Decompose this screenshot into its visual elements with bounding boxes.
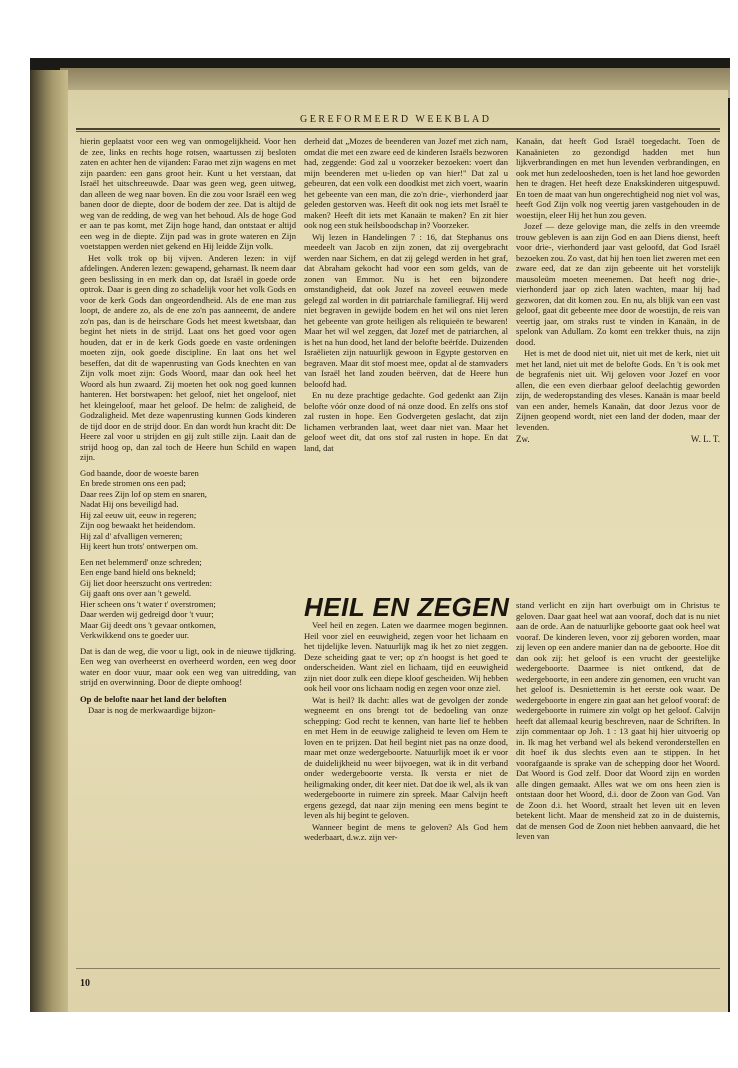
section-subheading: Op de belofte naar het land der beloften <box>80 693 227 704</box>
verse-line: Hij keert hun trots' ontwerpen om. <box>80 541 199 551</box>
verse-line: Maar Gij deedt ons 't gevaar ontkomen, <box>80 619 216 630</box>
verse-line: En brede stromen ons een pad; <box>80 478 186 488</box>
psalm-stanza-1 <box>80 468 296 552</box>
paragraph: En nu deze prachtige gedachte. God gedenkt aan Zijn belofte vóór onze dood of ná onze dood. En zelfs ons stof zal rusten in hope. Een Godvergeten geslacht, dat zijn lichamen verbranden laat, weet daar niet van. Maar het geloof weet dit, dat ons stof zal rusten in hope. En dat land, dat <box>304 390 508 453</box>
signoff-place: Zw. <box>516 434 530 444</box>
paragraph: Wat is heil? Ik dacht: alles wat de gevolgen der zonde wegneemt en ons brengt tot de bedoeling van onze schepping: God recht te kennen, van harte lief te hebben en met Hem in de eeuwige zaligheid te leven om Hem te loven en te prijzen. Dat heil begint niet pas na onze dood, maar met onze wedergeboorte. Natuurlijk moet ik er voor de duidelijkheid nu weer bijvoegen, wat ik in dit verband onder wedergeboorte versta. Ik versta er niet de heiligmaking onder, dit keer niet. Dat doe ik wel, als ik van wedergeboorte in ruimere zin spreek. Maar Calvijn heeft ergens gezegd, dat naar zijn mening een mens begint te leven als hij begint te geloven. <box>304 694 508 820</box>
paragraph: stand verlicht en zijn hart overbuigt om in Christus te geloven. Daar gaat heel wat aan vooraf, doch dat is nu niet aan de orde. Aan de natuurlijke geboorte gaat ook heel wat vooraf. De kinderen leven, voor zij geboren worden, maar zij leven op een andere manier dan na de geboorte. Hoe dit dan ook zij: het geloof is een vrucht der geestelijke wedergeboorte. Daarmee is niet ontkend, dat de wedergeboorte, in een andere zin genomen, een vrucht van het geloof is. Desniettemin is het eerste ook waar. De wedergeboorte in engere zin gaat aan het geloof vooraf: de wedergeboorte in ruimere zin volgt op het geloof. Calvijn heeft dat allemaal keurig beschreven, naar de Schriften. In zijn commentaar op Joh. 1 : 13 gaat hij hier uitvoerig op in. Ik mag het verband wel als bekend veronderstellen en dit hoef ik dus slechts even aan te stippen. In het voorafgaande is sprake van de schepping door het Woord. Dat Woord is God zelf. Door dat Woord zijn en worden alle dingen gemaakt. Alles wat we om ons heen zien is ontstaan door het Woord, d.i. door de Zoon van God. Van de Zoon d.i. het Woord, straalt het leven uit en leven betekent licht. Maar de mensheid zat zo in de duisternis, dat de mensen God de Zoon niet hebben aanvaard, die het leven van <box>516 600 720 841</box>
verse-line: Een enge band hield ons bekneld; <box>80 567 196 577</box>
column-right <box>516 136 720 584</box>
paragraph: Veel heil en zegen. Laten we daarmee mogen beginnen. Heil voor ziel en eeuwigheid, zegen voor het lichaam en het tijdelijke leven. Natuurlijk mag ik het zo niet zeggen. Deze scheiding gaat te ver; op z'n hoogst is het goed te onderscheiden. Want ziel en lichaam, tijd en eeuwigheid zijn niet door zulk een diepe kloof gescheiden. Wij hebben ook heil voor ons lichaam nodig en zegen voor onze ziel. <box>304 620 508 693</box>
column-middle <box>304 136 508 584</box>
header-rule <box>76 128 720 130</box>
article2-column-left <box>304 620 508 960</box>
scan-margin-bottom <box>0 1012 738 1068</box>
paragraph: Dat is dan de weg, die voor u ligt, ook in de nieuwe tijdkring. Een weg van overheerst en overheerd worden, een weg door water en door vuur, maar ook een weg van uitredding, van strijd en overwinning. Door de diepte omhoog! <box>80 645 296 687</box>
verse-line: Nadat Hij ons beveiligd had. <box>80 499 179 509</box>
verse-line: Gij liet door heerszucht ons vertreden: <box>80 577 212 588</box>
article-title: HEIL EN ZEGEN <box>304 592 510 622</box>
paragraph: derheid dat „Mozes de beenderen van Jozef met zich nam, omdat die met een zware eed de kinderen Israëls bezworen had, zeggende: God zal u voorzeker bezoeken: voert dan mijn beenderen met u-lieden op van hier!" Dat zal u gebeuren, dat een volk een doodkist met zich voert, waarin het gebeente van een man, die zo'n drie-, vierhonderd jaar geleden gestorven was. Heeft dit ook nog iets met Israël te maken? Heeft dit iets met Kanaän te maken? En zit hier ook nog een stuk heilsboodschap in? Voorzeker. <box>304 136 508 230</box>
verse-line: Hij zal eeuw uit, eeuw in regeren; <box>80 509 197 520</box>
paragraph: Het is met de dood niet uit, niet uit met de kerk, niet uit met het land, niet uit met de belofte Gods. En 't is ook met de begrafenis niet uit. Wij geloven voor Jozef en voor allen, die een even dierbaar geloof deelachtig geworden zijn, de wederopstanding des vleses. Kanaän is maar beeld van een ander, hemels Kanaän, dat door Jezus voor de Zijnen geopend wordt, niet een land der doden, maar der levenden. <box>516 348 720 432</box>
signoff-author: W. L. T. <box>690 434 720 444</box>
paragraph: Het volk trok op bij vijven. Anderen lezen: in vijf afdelingen. Anderen lezen: gewapend, geharnast. Ik neem daar geen beslissing in en merk dan op, dat Israël in goede orde optrok. Daar is geen ding zo schadelijk voor het volk Gods en voor de kerk Gods dan ongeordendheid. Als de ene man zus loopt, de andere zo, als de ene zo'n pas aanneemt, de andere zo'n pas, dan is de heirschare Gods het meest kwetsbaar, dan begint het niets in de strijd. Laat ons het goed voor ogen houden, dat er in de kerk Gods goede en vaste ordeningen moeten zijn, ook goede discipline. En laat ons het wel beseffen, dat dit de wapenrusting van Gods knechten en van Zijn volk moet zijn: Gods Woord, maar dan ook heel het Woord als hun zwaard. Zij moeten het ook nog goed kunnen hanteren. Het borstwapen: het geloof, niet het ongeloof, niet het kleingeloof, maar het geloof. De helm: de zaligheid, de Godzaligheid. Met deze wapenrusting kunnen Gods kinderen de tijd door en de strijd door. En dan wordt hun kracht dit: De Heere zal voor u strijden en gij zult stille zijn. Laait dan de strijd hoog op, dan zal toch de Heere hun Schild en wapen zijn. <box>80 252 296 462</box>
psalm-stanza-2 <box>80 557 296 641</box>
verse-line: Daar werden wij gedreigd door 't vuur; <box>80 609 214 619</box>
paragraph: Jozef — deze gelovige man, die zelfs in den vreemde trouw gebleven is aan zijn God en aan Diens dienst, heeft voor drie-, vierhonderd jaar vast geloofd, dat God Israël bezoeken zou. Zo vast, dat hij hen toen liet zweren met een zware eed, dat ze dan zijn gebeente uit het vorstelijk mausoleüm moeten meenemen. Dat heeft nog drie-, vierhonderd jaar op zich laten wachten, maar hij had gezworen, dat dit komen zou. En nu, als blijk van een vast geloof, gaat dit gebeente mee door de woestijn, de reis van veertig jaar, om straks rust te vinden in Kanaän, in de spelonk van Adullam. Zo komt een trekker thuis, na zijn dood. <box>516 221 720 347</box>
scan-margin-top <box>0 0 738 58</box>
page-number: 10 <box>80 978 90 989</box>
verse-line: God baande, door de woeste baren <box>80 467 199 478</box>
column-left <box>80 136 296 952</box>
article-signoff <box>516 434 720 445</box>
verse-line: Daar rees Zijn lof op stem en snaren, <box>80 488 207 499</box>
verse-line: Hier scheen ons 't water t' overstromen; <box>80 598 216 609</box>
verse-line: Een net belemmerd' onze schreden; <box>80 556 202 567</box>
running-header: GEREFORMEERD WEEKBLAD <box>300 114 492 125</box>
paragraph: Kanaän, dat heeft God Israël toegedacht. Toen de Kanaänieten zo gezondigd hadden met hun lijkverbrandingen en met hun levenden verbrandingen, en ook met hun zedeloosheden, toen is het land hoe geworden hen te dragen. Het heeft deze Enakskinderen uitgespuwd. En toen de maat van hun ongerechtigheid nog niet vol was, heeft God Zijn volk nog veertig jaren vastgehouden in de woestijn, eleer Hij het hun zou geven. <box>516 136 720 220</box>
paragraph: Wanneer begint de mens te geloven? Als God hem wederbaart, d.w.z. zijn ver- <box>304 821 508 842</box>
footer-rule <box>76 968 720 969</box>
verse-line: Gij gaaft ons over aan 't geweld. <box>80 588 192 598</box>
paragraph: Wij lezen in Handelingen 7 : 16, dat Stephanus ons meedeelt van Jacob en zijn zonen, dat zij overgebracht werden naar Sichem, en dat zij gelegd werden in het graf, dat Abraham gekocht had voor een som gelds, van de zonen van Emmor. Nu is het een bijzondere omstandigheid, dat ook Jozef na zoveel eeuwen mede gelegd zal worden in dit patriarchale familiegraf. Hij werd niet begraven in gewijde bodem en het wil ons niet leren het gebeente van grote heiligen als reliquieën te bewaren! Maar het wil wel zeggen, dat Jozef met de patriarchen, al is het na hun dood, het land der belofte beërfde. Duizenden Israëlieten zijn natuurlijk gewoon in Egypte gestorven en begraven. Maar dit stof moest mee, opdat al de stamvaders van Israël het land zouden beërven, dat de Heere hun beloofd had. <box>304 231 508 389</box>
header-rule-thin <box>76 131 720 132</box>
verse-line: Zijn oog bewaakt het heidendom. <box>80 520 196 530</box>
book-binding <box>30 70 68 1012</box>
paragraph: Daar is nog de merkwaardige bijzon- <box>88 705 216 715</box>
verse-line: Hij zal d' afvalligen verneren; <box>80 530 183 541</box>
article2-column-right <box>516 600 720 960</box>
paragraph: hierin geplaatst voor een weg van onmogelijkheid. Voor hen de zee, links en rechts hoge rotsen, waartussen zij besloten zaten en achter hen de vijanden: Farao met zijn wagens en met zijn paarden: een gans groot heir. Kunt u het verstaan, dat Israël het uitschreeuwde. Daar was geen weg, geen uitweg, dan alleen de weg naar boven. En die zou voor Israël een weg banen door de diepte, door de bodem der zee. Dat is altijd de weg van de redding, de weg van het behoud. Als de hoge God er aan te pas komt, met Zijn hoge hand, dan ontstaat er altijd een weg in de diepte. Zijn pad was in grote wateren en Zijn voetstappen werden niet gekend en Hij leidde Zijn volk. <box>80 136 296 251</box>
verse-line: Verkwikkend ons te goeder uur. <box>80 630 190 640</box>
